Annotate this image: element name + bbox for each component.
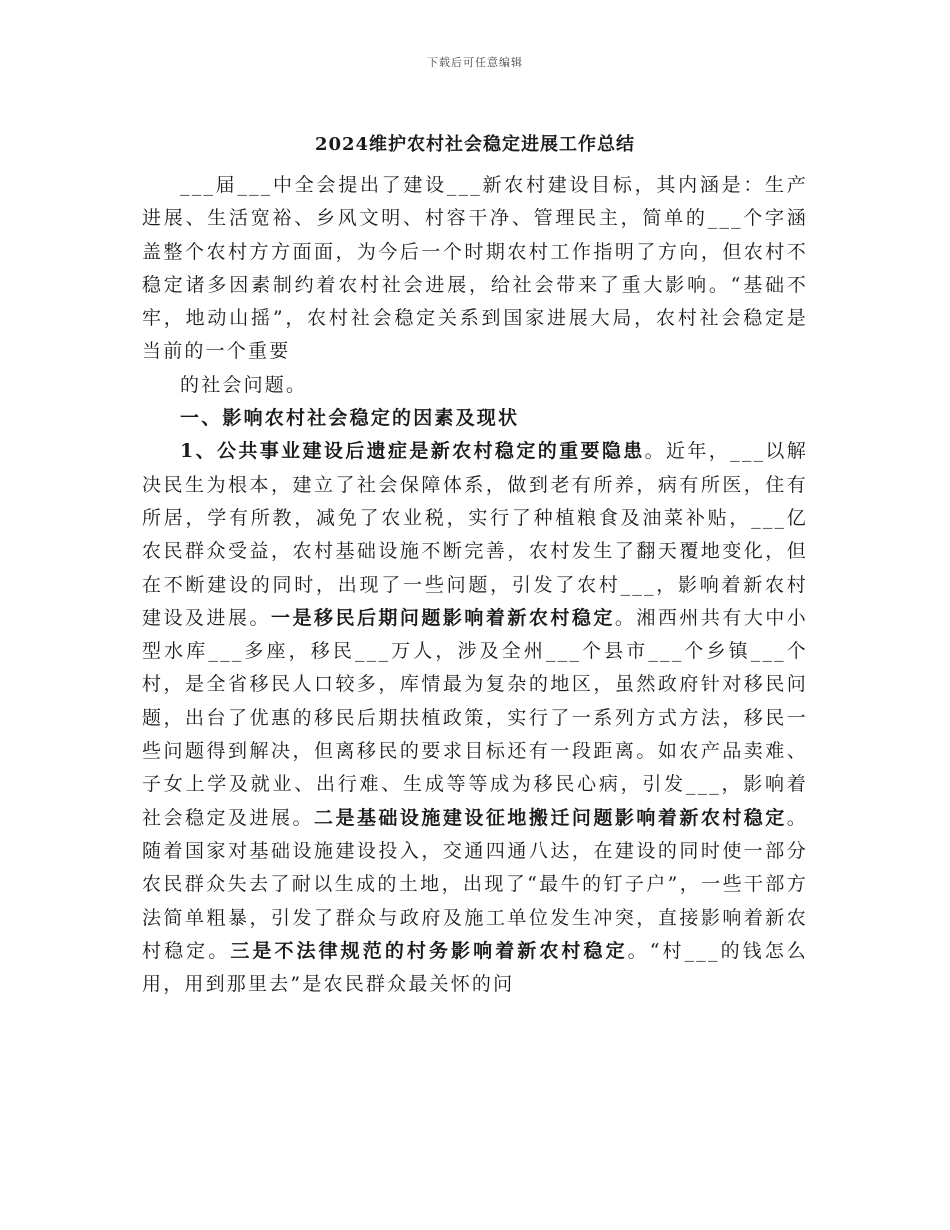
issue-heading: 一是移民后期问题影响着新农村稳定 xyxy=(270,606,615,629)
point-text: 。近年，___以解决民生为根本，建立了社会保障体系，做到老有所养，病有所医，住有所居，学有所教，减免了农业税，实行了种植粮食及油菜补贴，___亿农民群众受益，农村基础设施不断完善，农村发生了翻天覆地变化，但在不断建设的同时，出现了一些问题，引发了农村___，影响着新农村建设及进展。 xyxy=(142,440,808,629)
section-heading-text: 一、影响农村社会稳定的因素及现状 xyxy=(180,407,520,430)
document-title: 2024维护农村社会稳定进展工作总结 xyxy=(314,134,636,155)
point-paragraph xyxy=(142,435,808,1001)
point-heading: 1、公共事业建设后遗症是新农村稳定的重要隐患 xyxy=(180,440,645,463)
intro-continuation: 的社会问题。 xyxy=(180,373,308,396)
page-header: 下载后可任意编辑 xyxy=(427,56,523,69)
document-body xyxy=(142,169,808,1001)
issue-heading: 二是基础设施建设征地搬迁问题影响着新农村稳定 xyxy=(313,806,787,829)
section-heading xyxy=(142,402,808,435)
issue-text: 。湘西州共有大中小型水库___多座，移民___万人，涉及全州___个县市___个乡镇___个村，是全省移民人口较多，库情最为复杂的地区，虽然政府针对移民问题，出台了优惠的移民后期扶植政策，实行了一系列方式方法，移民一些问题得到解决，但离移民的要求目标还有一段距离。如农产品卖难、子女上学及就业、出行难、生成等等成为移民心病，引发___，影响着社会稳定及进展。 xyxy=(142,606,809,829)
issue-text: 。随着国家对基础设施建设投入，交通四通八达，在建设的同时使一部分农民群众失去了耐以生成的土地，出现了“最牛的钉子户”，一些干部方法简单粗暴，引发了群众与政府及施工单位发生冲突，直接影响着新农村稳定。 xyxy=(142,806,808,962)
intro-paragraph: ___届___中全会提出了建设___新农村建设目标，其内涵是：生产进展、生活宽裕、乡风文明、村容干净、管理民主，简单的___个字涵盖整个农村方方面面，为今后一个时期农村工作指明了方向，但农村不稳定诸多因素制约着农村社会进展，给社会带来了重大影响。“基础不牢，地动山摇”，农村社会稳定关系到国家进展大局，农村社会稳定是当前的一个重要 xyxy=(142,174,808,363)
issue-text: 。“村___的钱怎么用，用到那里去”是农民群众最关怀的问 xyxy=(142,939,808,996)
issue-heading: 三是不法律规范的村务影响着新农村稳定 xyxy=(230,939,628,962)
